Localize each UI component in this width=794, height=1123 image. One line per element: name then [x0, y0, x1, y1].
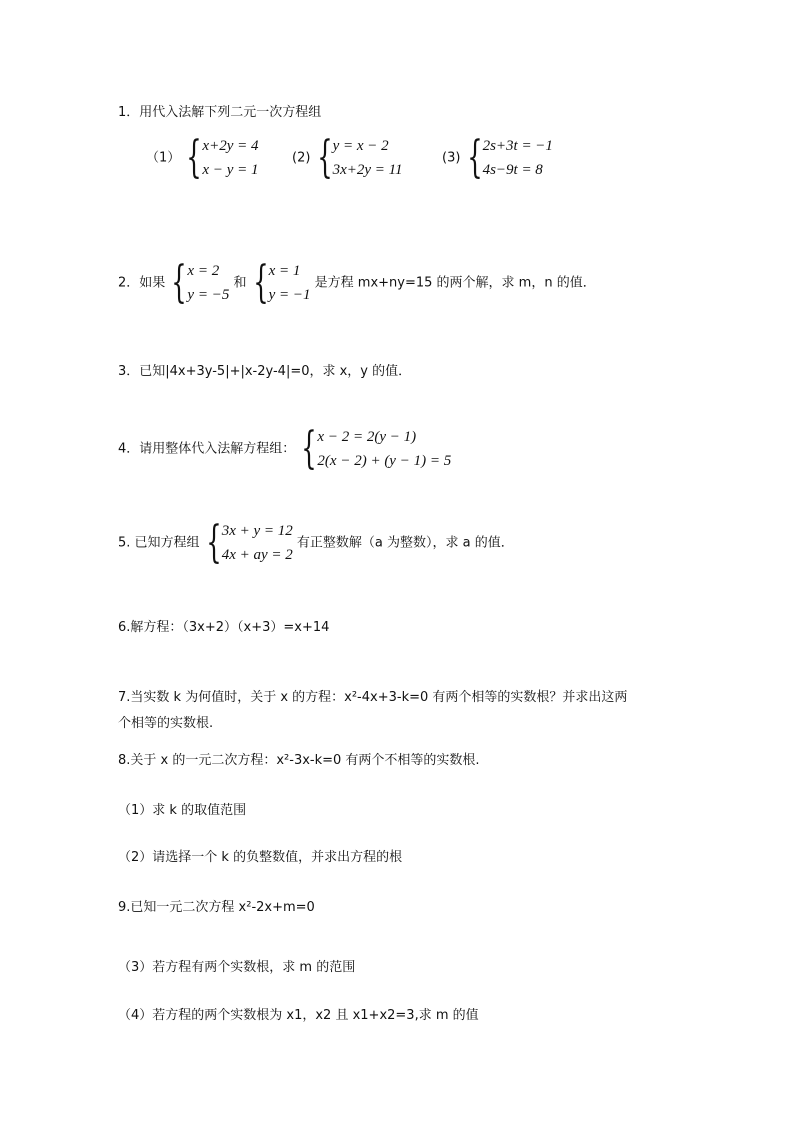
q2-sys2-eq2: y = −1	[268, 287, 311, 303]
q8-title: 8.关于 x 的一元二次方程：x²-3x-k=0 有两个不相等的实数根.	[118, 753, 480, 768]
q4-prefix: 4．请用整体代入法解方程组：	[118, 441, 296, 457]
brace-icon: {	[466, 132, 483, 183]
q2-sys1-eq2: y = −5	[187, 287, 230, 303]
brace-icon: {	[186, 132, 203, 183]
brace-icon: {	[316, 132, 333, 183]
brace-icon: {	[252, 257, 269, 308]
q5-eq1: 3x + y = 12	[221, 523, 293, 539]
brace-icon: {	[171, 257, 188, 308]
q1-part3-eq2: 4s−9t = 8	[482, 162, 543, 178]
q2	[118, 259, 596, 307]
q2-sys2-eq1: x = 1	[268, 263, 301, 279]
q7-line1: 7.当实数 k 为何值时，关于 x 的方程：x²-4x+3-k=0 有两个相等的实数根？并求出这两	[118, 690, 628, 705]
q1-part2	[292, 134, 403, 182]
q5-eq2: 4x + ay = 2	[221, 547, 293, 563]
q8-part2: （2）请选择一个 k 的负整数值，并求出方程的根	[118, 850, 403, 865]
q4-eq2: 2(x − 2) + (y − 1) = 5	[317, 453, 452, 469]
q1-title: 1．用代入法解下列二元一次方程组	[118, 105, 322, 120]
q6: 6.解方程：（3x+2）（x+3）=x+14	[118, 620, 330, 635]
q9-title: 9.已知一元二次方程 x²-2x+m=0	[118, 900, 315, 915]
q1-part2-label: (2)	[292, 150, 311, 166]
q2-mid: 和	[233, 275, 247, 291]
q4-system	[299, 425, 451, 473]
q1-part3	[442, 134, 553, 182]
q1-part1-eq2: x − y = 1	[202, 162, 259, 178]
q3: 3．已知|4x+3y-5|+|x-2y-4|=0，求 x，y 的值．	[118, 364, 412, 379]
q5-prefix: 5. 已知方程组	[118, 535, 200, 551]
q4-eq1: x − 2 = 2(y − 1)	[317, 429, 417, 445]
brace-icon: {	[301, 423, 318, 474]
q2-sys1-eq1: x = 2	[187, 263, 220, 279]
q1-part1-eq1: x+2y = 4	[202, 138, 259, 154]
q2-prefix: 2．如果	[118, 275, 166, 291]
q1-part2-system	[315, 134, 403, 182]
q1-part2-eq1: y = x − 2	[332, 138, 389, 154]
q5-suffix: 有正整数解（a 为整数），求 a 的值．	[296, 535, 514, 551]
q4	[118, 425, 451, 473]
q2-system2	[251, 259, 311, 307]
brace-icon: {	[205, 517, 222, 568]
q1-part1-label: （1）	[146, 150, 181, 166]
q1-part3-eq1: 2s+3t = −1	[482, 138, 553, 154]
q1-part2-eq2: 3x+2y = 11	[332, 162, 403, 178]
q1-part3-system	[465, 134, 553, 182]
q1-part1-system	[184, 134, 258, 182]
q1-part1	[146, 134, 258, 182]
q5-system	[204, 519, 293, 567]
q9-part4: （4）若方程的两个实数根为 x1，x2 且 x1+x2=3,求 m 的值	[118, 1008, 479, 1023]
q1-part3-label: (3)	[442, 150, 461, 166]
q9-part3: （3）若方程有两个实数根，求 m 的范围	[118, 960, 356, 975]
q2-suffix: 是方程 mx+ny=15 的两个解，求 m，n 的值．	[314, 275, 596, 291]
q7-line2: 个相等的实数根.	[118, 716, 214, 731]
q2-system1	[169, 259, 229, 307]
q5	[118, 519, 514, 567]
q8-part1: （1）求 k 的取值范围	[118, 803, 247, 818]
